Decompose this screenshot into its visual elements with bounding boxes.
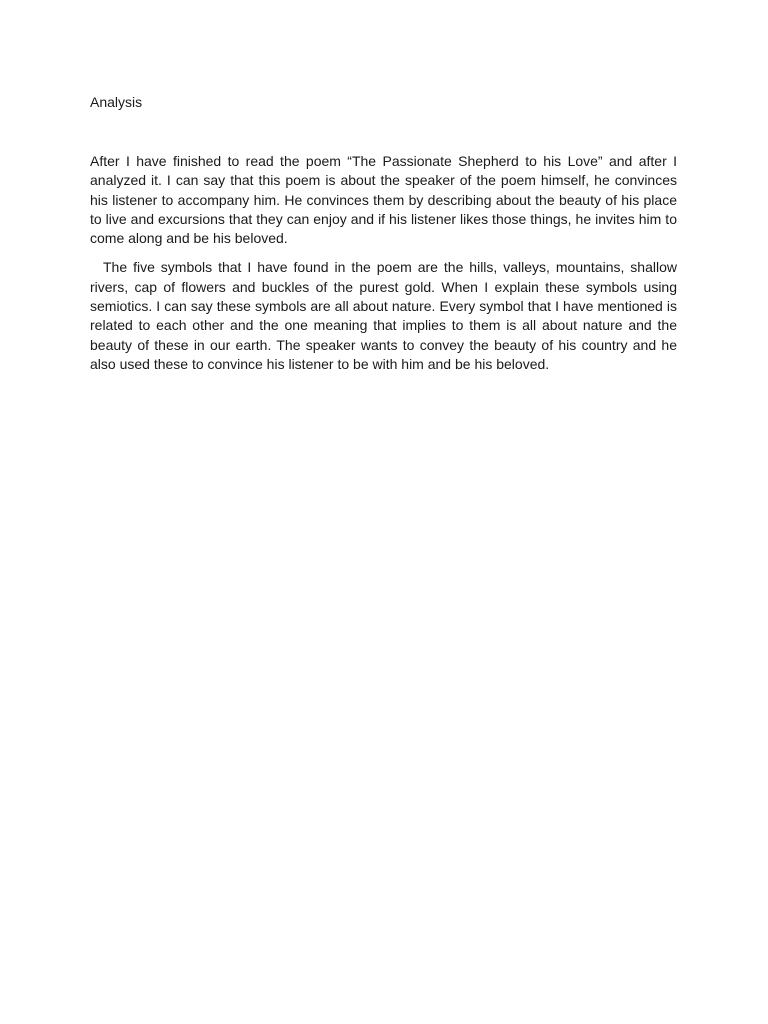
document-title: Analysis <box>90 94 143 110</box>
document-body <box>90 152 677 374</box>
paragraph-1: After I have finished to read the poem “The Passionate Shepherd to his Love” and after I analyzed it. I can say that this poem is about the speaker of the poem himself, he convinces his listener to accompany him. He convinces them by describing about the beauty of his place to live and excursions that they can enjoy and if his listener likes those things, he invites him to come along and be his beloved. <box>90 153 677 247</box>
paragraph-2: The five symbols that I have found in the poem are the hills, valleys, mountains, shallow rivers, cap of flowers and buckles of the purest gold. When I explain these symbols using semiotics. I can say these symbols are all about nature. Every symbol that I have mentioned is related to each other and the one meaning that implies to them is all about nature and the beauty of these in our earth. The speaker wants to convey the beauty of his country and he also used these to convince his listener to be with him and be his beloved. <box>90 259 677 372</box>
